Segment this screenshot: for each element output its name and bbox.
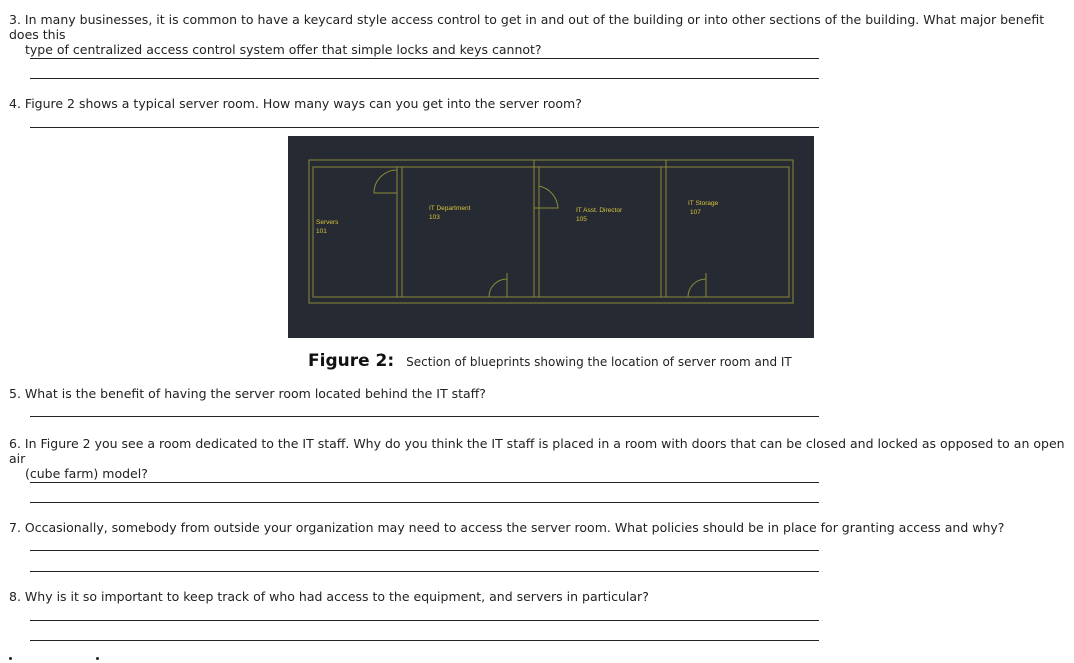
room-label-it-asst-director: IT Asst. Director [576, 207, 623, 214]
question-text: Figure 2 shows a typical server room. How many ways can you get into the server room? [24, 96, 582, 111]
question-6 [9, 436, 1073, 481]
question-text: What is the benefit of having the server room located behind the IT staff? [24, 386, 486, 401]
answer-line[interactable] [30, 482, 819, 483]
answer-line[interactable] [30, 620, 819, 621]
answer-line[interactable] [30, 550, 819, 551]
question-text: Occasionally, somebody from outside your organization may need to access the server room. What policies should be in place for granting access and why? [24, 520, 1005, 535]
question-5 [9, 386, 1073, 401]
room-label-it-department: IT Department [429, 205, 471, 212]
answer-line[interactable] [30, 640, 819, 641]
question-3 [9, 12, 1073, 57]
question-text-continued: (cube farm) model? [25, 466, 148, 481]
answer-line[interactable] [30, 127, 819, 128]
room-number-servers: 101 [316, 228, 327, 235]
answer-line[interactable] [30, 58, 819, 59]
blueprint-figure [288, 136, 814, 338]
room-label-servers: Servers [316, 219, 339, 226]
room-number-it-storage: 107 [690, 209, 701, 216]
question-number: 7. [9, 520, 21, 535]
door-swing [374, 170, 397, 193]
figure-label: Figure 2: [308, 351, 395, 371]
question-number: 3. [9, 12, 21, 27]
question-number: 4. [9, 96, 21, 111]
question-7 [9, 520, 1073, 535]
inner-wall [313, 167, 789, 297]
question-text-continued: type of centralized access control system offer that simple locks and keys cannot? [25, 42, 542, 57]
outer-wall [309, 160, 793, 303]
question-number: 6. [9, 436, 21, 451]
question-text: In Figure 2 you see a room dedicated to the IT staff. Why do you think the IT staff is placed in a room with doors that can be closed and locked as opposed to an open air [9, 436, 1065, 466]
answer-line[interactable] [30, 502, 819, 503]
question-number: 5. [9, 386, 21, 401]
question-text: In many businesses, it is common to have a keycard style access control to get in and out of the building or into other sections of the building. What major benefit does this [9, 12, 1045, 42]
question-4 [9, 96, 1073, 111]
blueprint-drawing [288, 136, 814, 338]
answer-line[interactable] [30, 416, 819, 417]
room-number-it-asst-director: 105 [576, 216, 587, 223]
cutoff-mark [9, 657, 12, 660]
answer-line[interactable] [30, 78, 819, 79]
question-number: 8. [9, 589, 21, 604]
figure-caption-text: Section of blueprints showing the location of server room and IT [406, 355, 792, 369]
answer-line[interactable] [30, 571, 819, 572]
room-number-it-department: 103 [429, 214, 440, 221]
cutoff-mark [96, 657, 99, 660]
door-swing [534, 186, 558, 208]
question-8 [9, 589, 1073, 604]
door-swing [688, 279, 706, 297]
question-text: Why is it so important to keep track of who had access to the equipment, and servers in particular? [24, 589, 649, 604]
figure-caption [308, 351, 792, 371]
door-swing [489, 279, 507, 297]
room-label-it-storage: IT Storage [688, 200, 719, 207]
